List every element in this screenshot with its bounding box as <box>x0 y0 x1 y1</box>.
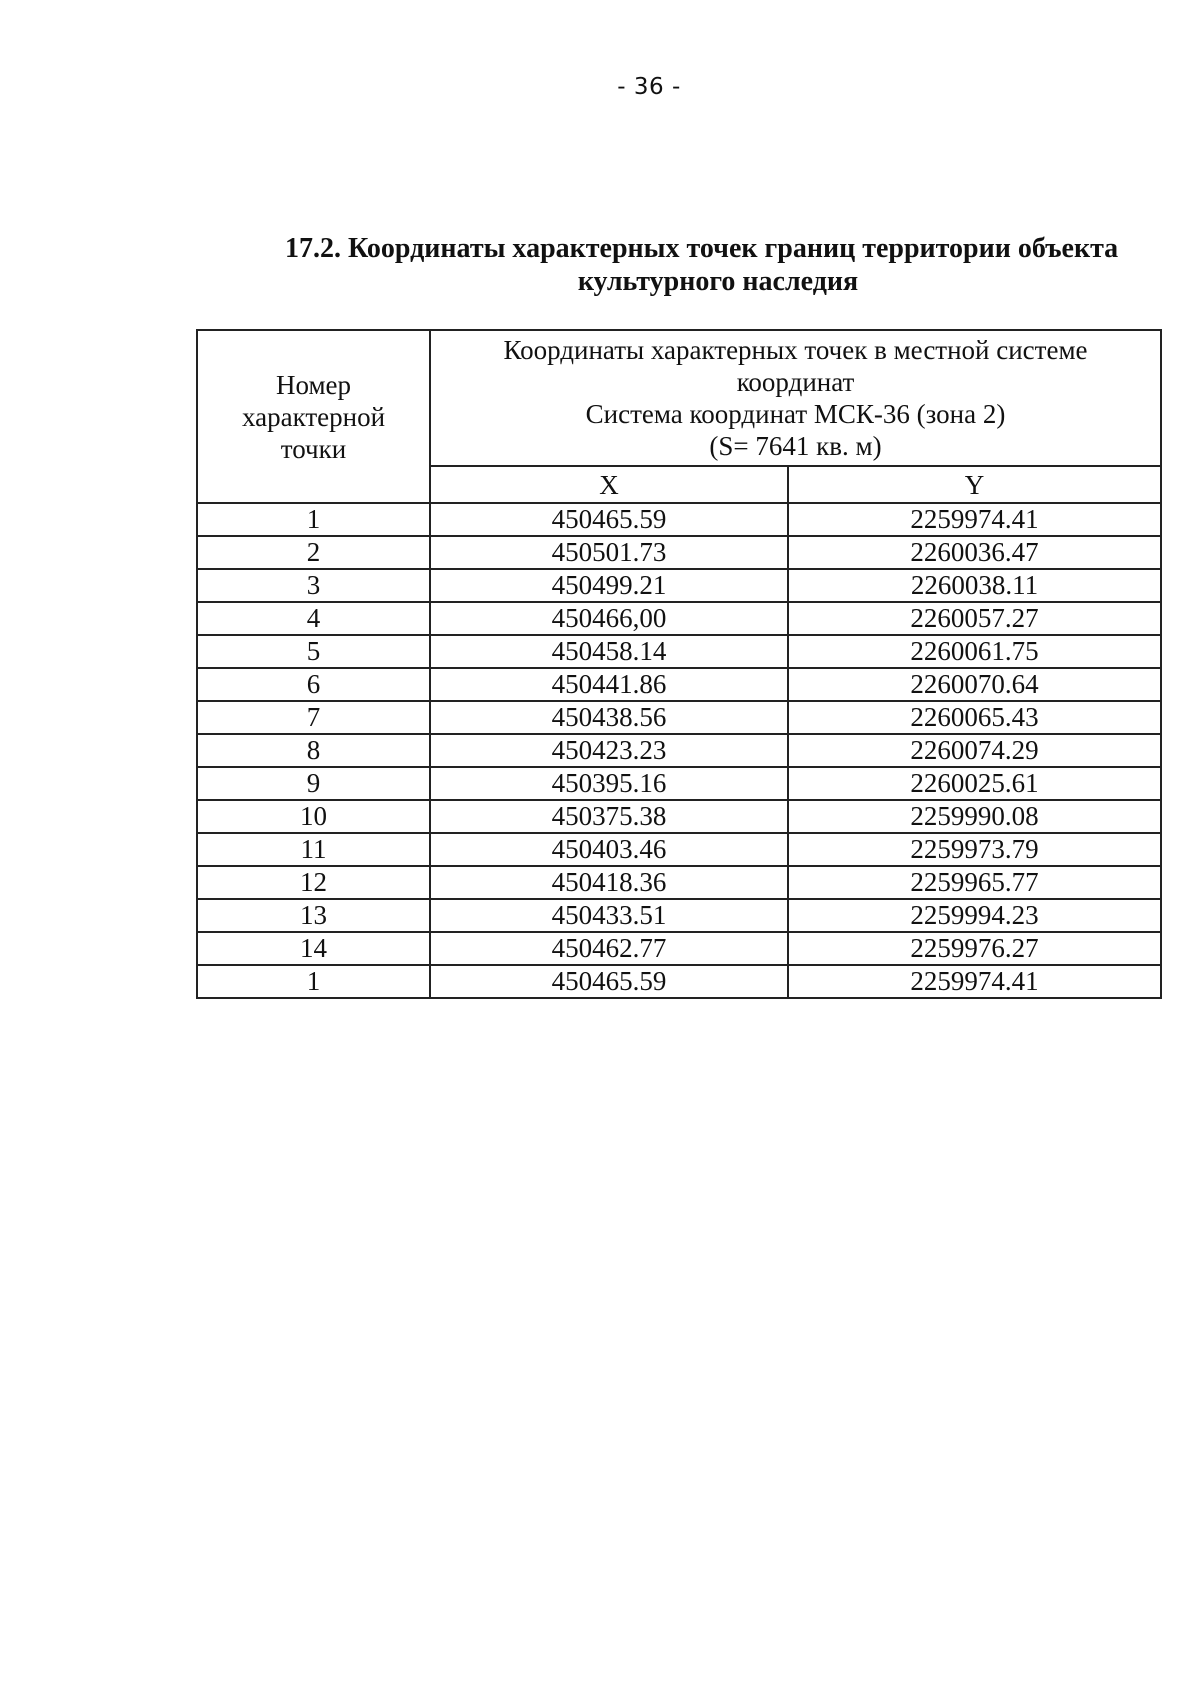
y-coordinate-cell: 2260065.43 <box>788 701 1161 734</box>
table-row <box>197 767 1161 800</box>
x-coordinate-cell: 450438.56 <box>430 701 788 734</box>
table-row <box>197 668 1161 701</box>
header-y: Y <box>788 466 1161 503</box>
x-coordinate-cell: 450466,00 <box>430 602 788 635</box>
x-coordinate-cell: 450458.14 <box>430 635 788 668</box>
point-number-cell: 8 <box>197 734 430 767</box>
heading-line-1: 17.2. Координаты характерных точек границ территории объекта <box>285 233 1119 264</box>
x-coordinate-cell: 450499.21 <box>430 569 788 602</box>
section-heading <box>200 232 1200 298</box>
x-coordinate-cell: 450501.73 <box>430 536 788 569</box>
y-coordinate-cell: 2259974.41 <box>788 503 1161 536</box>
point-number-cell: 7 <box>197 701 430 734</box>
x-coordinate-cell: 450465.59 <box>430 965 788 998</box>
coordinates-table <box>196 329 1162 999</box>
point-number-cell: 14 <box>197 932 430 965</box>
point-number-cell: 4 <box>197 602 430 635</box>
table-row <box>197 734 1161 767</box>
header-system-line-4: (S= 7641 кв. м) <box>709 431 882 461</box>
point-number-cell: 11 <box>197 833 430 866</box>
table-row <box>197 899 1161 932</box>
point-number-cell: 13 <box>197 899 430 932</box>
y-coordinate-cell: 2260038.11 <box>788 569 1161 602</box>
point-number-cell: 9 <box>197 767 430 800</box>
point-number-cell: 5 <box>197 635 430 668</box>
table-row <box>197 965 1161 998</box>
y-coordinate-cell: 2260070.64 <box>788 668 1161 701</box>
y-coordinate-cell: 2259974.41 <box>788 965 1161 998</box>
y-coordinate-cell: 2260036.47 <box>788 536 1161 569</box>
page-number-text: - 36 - <box>617 74 681 100</box>
y-coordinate-cell: 2260025.61 <box>788 767 1161 800</box>
point-number-cell: 2 <box>197 536 430 569</box>
x-coordinate-cell: 450423.23 <box>430 734 788 767</box>
x-coordinate-cell: 450462.77 <box>430 932 788 965</box>
header-point-line-2: характерной <box>241 401 386 432</box>
y-coordinate-cell: 2259965.77 <box>788 866 1161 899</box>
table-row <box>197 833 1161 866</box>
header-coordinate-system <box>430 330 1161 466</box>
header-system-line-3: Система координат МСК-36 (зона 2) <box>585 399 1006 429</box>
table-row <box>197 602 1161 635</box>
y-coordinate-cell: 2260074.29 <box>788 734 1161 767</box>
x-coordinate-cell: 450441.86 <box>430 668 788 701</box>
header-point-line-3: точки <box>280 433 347 464</box>
y-coordinate-cell: 2259994.23 <box>788 899 1161 932</box>
point-number-cell: 1 <box>197 965 430 998</box>
point-number-cell: 6 <box>197 668 430 701</box>
table-row <box>197 635 1161 668</box>
table-row <box>197 866 1161 899</box>
x-coordinate-cell: 450465.59 <box>430 503 788 536</box>
table-row <box>197 569 1161 602</box>
y-coordinate-cell: 2259973.79 <box>788 833 1161 866</box>
x-coordinate-cell: 450375.38 <box>430 800 788 833</box>
page-number <box>0 74 1200 100</box>
header-point-line-1: Номер <box>275 369 352 400</box>
point-number-cell: 12 <box>197 866 430 899</box>
header-system-line-2: координат <box>736 367 855 397</box>
x-coordinate-cell: 450403.46 <box>430 833 788 866</box>
table-row <box>197 800 1161 833</box>
header-system-line-1: Координаты характерных точек в местной системе <box>503 335 1088 365</box>
y-coordinate-cell: 2260057.27 <box>788 602 1161 635</box>
y-coordinate-cell: 2259990.08 <box>788 800 1161 833</box>
table-row <box>197 932 1161 965</box>
y-coordinate-cell: 2259976.27 <box>788 932 1161 965</box>
table-row <box>197 536 1161 569</box>
x-coordinate-cell: 450418.36 <box>430 866 788 899</box>
table-row <box>197 701 1161 734</box>
heading-line-2: культурного наследия <box>577 266 859 297</box>
point-number-cell: 3 <box>197 569 430 602</box>
point-number-cell: 10 <box>197 800 430 833</box>
header-x: X <box>430 466 788 503</box>
x-coordinate-cell: 450433.51 <box>430 899 788 932</box>
x-coordinate-cell: 450395.16 <box>430 767 788 800</box>
point-number-cell: 1 <box>197 503 430 536</box>
y-coordinate-cell: 2260061.75 <box>788 635 1161 668</box>
header-point-number <box>197 330 430 503</box>
table-row <box>197 503 1161 536</box>
